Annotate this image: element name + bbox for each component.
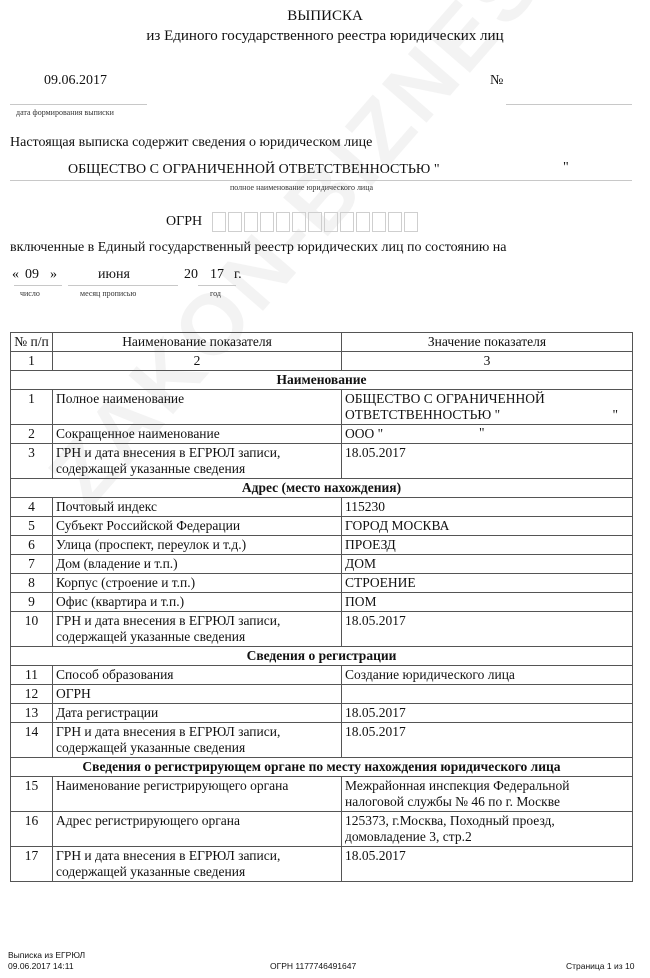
- table-row: [11, 444, 633, 479]
- org-caption: полное наименование юридического лица: [230, 183, 374, 192]
- table-row: [11, 555, 633, 574]
- header-indicator: Наименование показателя: [53, 333, 342, 352]
- section-address: Адрес (место нахождения): [11, 479, 633, 498]
- row-value: 18.05.2017: [342, 847, 633, 882]
- column-number-row: [11, 352, 633, 371]
- col-number: 1: [11, 352, 53, 371]
- row-number: 12: [11, 685, 53, 704]
- date-day: 09: [25, 267, 39, 282]
- row-value: [342, 390, 633, 425]
- table-row: [11, 777, 633, 812]
- year-underline: [198, 285, 236, 286]
- row-number: 11: [11, 666, 53, 685]
- row-value: ДОМ: [342, 555, 633, 574]
- ogrn-digit-box: [340, 212, 354, 232]
- ogrn-digit-box: [212, 212, 226, 232]
- row-number: 1: [11, 390, 53, 425]
- row-label: Улица (проспект, переулок и т.д.): [53, 536, 342, 555]
- section-registration: Сведения о регистрации: [11, 647, 633, 666]
- ogrn-digit-box: [388, 212, 402, 232]
- row-label: Субъект Российской Федерации: [53, 517, 342, 536]
- footer-left-line2: 09.06.2017 14:11: [8, 961, 74, 971]
- section-name: Наименование: [11, 371, 633, 390]
- row-number: 8: [11, 574, 53, 593]
- caption-year: год: [210, 289, 221, 298]
- org-full-name-end: ": [563, 160, 569, 175]
- table-row: [11, 574, 633, 593]
- ogrn-digit-box: [292, 212, 306, 232]
- table-row: [11, 517, 633, 536]
- number-underline: [506, 104, 632, 105]
- table-row: [11, 666, 633, 685]
- row-number: 6: [11, 536, 53, 555]
- row-value: ПОМ: [342, 593, 633, 612]
- document-subtitle: из Единого государственного реестра юридических лиц: [146, 28, 504, 44]
- table-row: [11, 847, 633, 882]
- date-month: июня: [98, 267, 130, 282]
- row-number: 13: [11, 704, 53, 723]
- number-label: №: [490, 73, 504, 88]
- caption-month: месяц прописью: [80, 289, 137, 298]
- table-row: [11, 812, 633, 847]
- included-text: включенные в Единый государственный реестр юридических лиц по состоянию на: [10, 240, 507, 255]
- ogrn-digit-box: [244, 212, 258, 232]
- ogrn-digit-box: [372, 212, 386, 232]
- row-value: 18.05.2017: [342, 612, 633, 647]
- row-number: 9: [11, 593, 53, 612]
- date-year: 17: [210, 267, 224, 282]
- row-value-quote: ": [612, 407, 618, 422]
- row-number: 16: [11, 812, 53, 847]
- row-value: Межрайонная инспекция Федеральной налоговой службы № 46 по г. Москве: [342, 777, 633, 812]
- table-row: [11, 425, 633, 444]
- ogrn-label: ОГРН: [166, 214, 203, 229]
- ogrn-digit-box: [356, 212, 370, 232]
- intro-text: Настоящая выписка содержит сведения о юридическом лице: [10, 135, 373, 150]
- ogrn-digit-box: [260, 212, 274, 232]
- row-label: ГРН и дата внесения в ЕГРЮЛ записи, содержащей указанные сведения: [53, 723, 342, 758]
- row-label: Офис (квартира и т.п.): [53, 593, 342, 612]
- footer-ogrn: ОГРН 1177746491647: [270, 961, 357, 971]
- row-number: 3: [11, 444, 53, 479]
- row-value: 18.05.2017: [342, 704, 633, 723]
- table-row: [11, 593, 633, 612]
- table-row: [11, 704, 633, 723]
- row-label: Дата регистрации: [53, 704, 342, 723]
- row-value: ГОРОД МОСКВА: [342, 517, 633, 536]
- row-label: Полное наименование: [53, 390, 342, 425]
- row-number: 15: [11, 777, 53, 812]
- row-value: [342, 425, 633, 444]
- row-label: ГРН и дата внесения в ЕГРЮЛ записи, содержащей указанные сведения: [53, 612, 342, 647]
- ogrn-digit-box: [276, 212, 290, 232]
- row-value: СТРОЕНИЕ: [342, 574, 633, 593]
- table-row: [11, 536, 633, 555]
- date-century: 20: [184, 267, 198, 282]
- ogrn-digit-box: [404, 212, 418, 232]
- table-header-row: [11, 333, 633, 352]
- extract-table: [10, 332, 633, 882]
- table-row: [11, 390, 633, 425]
- row-value: 18.05.2017: [342, 723, 633, 758]
- row-value: [342, 685, 633, 704]
- row-label: Адрес регистрирующего органа: [53, 812, 342, 847]
- row-label: Дом (владение и т.п.): [53, 555, 342, 574]
- formation-date: 09.06.2017: [44, 73, 107, 88]
- footer-left-line1: Выписка из ЕГРЮЛ: [8, 950, 86, 960]
- row-value-text: ОБЩЕСТВО С ОГРАНИЧЕННОЙ ОТВЕТСТВЕННОСТЬЮ ": [345, 391, 545, 422]
- date-caption: дата формирования выписки: [16, 108, 114, 117]
- row-label: ОГРН: [53, 685, 342, 704]
- col-number: 3: [342, 352, 633, 371]
- date-close-quote: »: [50, 267, 57, 282]
- footer-page-number: Страница 1 из 10: [566, 961, 635, 971]
- org-underline: [10, 180, 632, 181]
- row-number: 4: [11, 498, 53, 517]
- table-row: [11, 498, 633, 517]
- date-open-quote: «: [12, 267, 19, 282]
- row-number: 10: [11, 612, 53, 647]
- row-number: 14: [11, 723, 53, 758]
- date-underline: [10, 104, 147, 105]
- row-label: Корпус (строение и т.п.): [53, 574, 342, 593]
- header-num: № п/п: [11, 333, 53, 352]
- document-title: ВЫПИСКА: [287, 8, 363, 24]
- row-label: Способ образования: [53, 666, 342, 685]
- table-row: [11, 685, 633, 704]
- row-label: ГРН и дата внесения в ЕГРЮЛ записи, содержащей указанные сведения: [53, 847, 342, 882]
- row-label: Наименование регистрирующего органа: [53, 777, 342, 812]
- row-number: 17: [11, 847, 53, 882]
- caption-day: число: [20, 289, 40, 298]
- row-value: 115230: [342, 498, 633, 517]
- row-value: 125373, г.Москва, Походный проезд, домовладение 3, стр.2: [342, 812, 633, 847]
- ogrn-digit-box: [228, 212, 242, 232]
- row-label: ГРН и дата внесения в ЕГРЮЛ записи, содержащей указанные сведения: [53, 444, 342, 479]
- row-value-quote: ": [479, 425, 485, 440]
- month-underline: [68, 285, 178, 286]
- table-row: [11, 723, 633, 758]
- section-authority: Сведения о регистрирующем органе по месту нахождения юридического лица: [11, 758, 633, 777]
- table-row: [11, 612, 633, 647]
- row-number: 7: [11, 555, 53, 574]
- row-label: Сокращенное наименование: [53, 425, 342, 444]
- day-underline: [14, 285, 62, 286]
- date-year-suffix: г.: [234, 267, 242, 282]
- row-number: 2: [11, 425, 53, 444]
- row-value: 18.05.2017: [342, 444, 633, 479]
- row-value: Создание юридического лица: [342, 666, 633, 685]
- ogrn-digit-box: [324, 212, 338, 232]
- row-number: 5: [11, 517, 53, 536]
- org-full-name: ОБЩЕСТВО С ОГРАНИЧЕННОЙ ОТВЕТСТВЕННОСТЬЮ ": [68, 162, 440, 177]
- ogrn-digit-box: [308, 212, 322, 232]
- header-value: Значение показателя: [342, 333, 633, 352]
- row-value: ПРОЕЗД: [342, 536, 633, 555]
- col-number: 2: [53, 352, 342, 371]
- row-value-text: ООО ": [345, 426, 384, 441]
- row-label: Почтовый индекс: [53, 498, 342, 517]
